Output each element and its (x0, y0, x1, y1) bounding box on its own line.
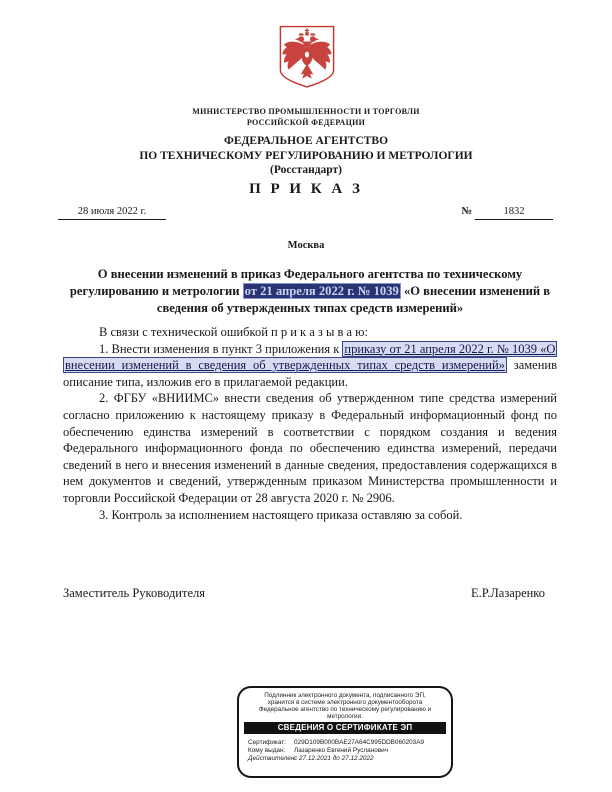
doc-type-title: П Р И К А З (249, 181, 363, 197)
coat-of-arms-emblem (278, 22, 336, 92)
signature-position: Заместитель Руководителя (63, 586, 205, 600)
stamp-header-line: Подлинник электронного документа, подписанного ЭП, (264, 692, 426, 699)
order-date: 28 июля 2022 г. (58, 206, 166, 220)
ministry-name-line1: МИНИСТЕРСТВО ПРОМЫШЛЕННОСТИ И ТОРГОВЛИ (192, 107, 420, 116)
stamp-rows (248, 739, 448, 763)
item1-text-after: заменив описание типа, изложив его в прилагаемой редакции. (63, 358, 557, 389)
stamp-row-value: 029D109B000BAE27A64C995DDB060203A9 (294, 739, 425, 747)
agency-name-line2: ПО ТЕХНИЧЕСКОМУ РЕГУЛИРОВАНИЮ И МЕТРОЛОГИИ (139, 149, 473, 162)
order-body (63, 324, 557, 523)
order-intro: В связи с технической ошибкой п р и к а з ы в а ю: (99, 325, 368, 339)
stamp-header-line: метрологии. (327, 713, 363, 721)
signature-block (63, 586, 545, 601)
ministry-name-line2: РОССИЙСКОЙ ФЕДЕРАЦИИ (246, 118, 366, 127)
stamp-row-label: Кому выдан: (248, 747, 286, 755)
stamp-row-value: с 27.12.2021 до 27.12.2022 (294, 755, 374, 763)
stamp-row-label: Действителен: (248, 755, 297, 763)
subject-title (63, 266, 557, 317)
order-number-block (461, 206, 553, 220)
stamp-row-label: Сертификат: (248, 739, 286, 747)
order-item-2: 2. ФГБУ «ВНИИМС» внести сведения об утвержденном типе средства измерений согласно приложению к настоящему приказу в Федеральный информационный фонд по обеспечению единства измерений в соответствии с порядком создания и ведения Федерального информационного фонда по обеспечению единства измерений, передачи сведений в него и внесения изменений в данные сведения, предоставления содержащихся в нем документов и сведений, утвержденным приказом Министерства промышленности и торговли Российской Федерации от 28 августа 2020 г. № 2906. (63, 391, 557, 505)
stamp-header-line: Федеральное агентство по техническому регулированию и (258, 706, 432, 714)
agency-name-line1: ФЕДЕРАЛЬНОЕ АГЕНТСТВО (223, 135, 389, 147)
agency-short-name: (Росстандарт) (270, 164, 342, 176)
order-item-3: 3. Контроль за исполнением настоящего приказа оставляю за собой. (99, 507, 463, 522)
item1-text-before: 1. Внести изменения в пункт 3 приложения к (99, 341, 343, 356)
number-sign: № (461, 206, 472, 217)
subject-text-before: О внесении изменений в приказ Федерального агентства по техническому регулированию и метрологии (69, 267, 523, 298)
signatory-name: Е.Р.Лазаренко (471, 586, 545, 600)
stamp-row-value: Лазаренко Евгений Русланович (294, 747, 389, 755)
stamp-header (242, 692, 448, 720)
stamp-row-validity (248, 755, 448, 763)
order-item-1 (63, 341, 557, 391)
city-label: Москва (287, 240, 325, 251)
subject-text-after: «О внесении изменений в сведения об утвержденных типах средств измерений» (156, 284, 551, 315)
stamp-header-line: хранится в системе электронного документооборота (267, 699, 423, 707)
subject-order-link[interactable]: от 21 апреля 2022 г. № 1039 (244, 284, 399, 298)
stamp-bar-title: СВЕДЕНИЯ О СЕРТИФИКАТЕ ЭП (244, 722, 446, 734)
letterhead (0, 106, 612, 178)
order-number: 1832 (475, 206, 553, 220)
esign-stamp (237, 686, 453, 778)
item1-order-link[interactable]: приказу от 21 апреля 2022 г. № 1039 «О внесении изменений в сведения об утвержденных типах средств измерений» (65, 341, 556, 373)
